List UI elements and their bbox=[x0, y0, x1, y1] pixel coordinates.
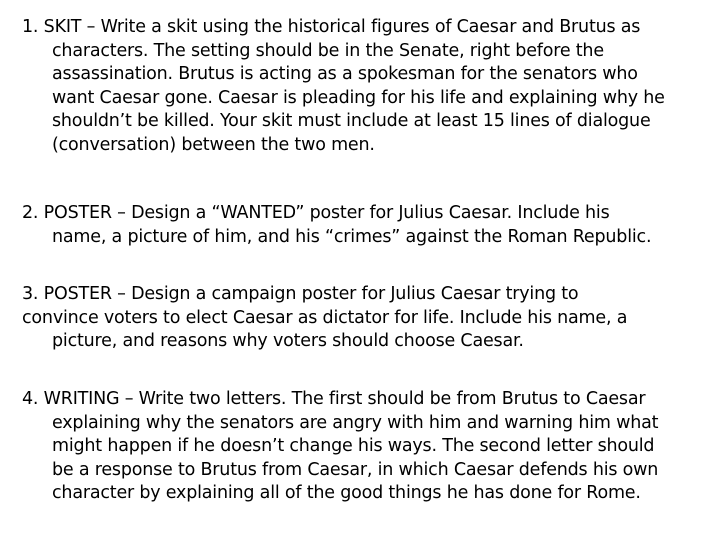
text-line: 3. POSTER – Design a campaign poster for Julius Caesar trying to bbox=[22, 284, 579, 304]
text-line: 1. SKIT – Write a skit using the historical figures of Caesar and Brutus as bbox=[22, 17, 641, 37]
text-line: characters. The setting should be in the Senate, right before the bbox=[52, 40, 604, 61]
text-line: (conversation) between the two men. bbox=[52, 134, 375, 155]
assignment-item-writing bbox=[22, 388, 702, 506]
text-line: be a response to Brutus from Caesar, in which Caesar defends his own bbox=[52, 459, 659, 480]
text-line: might happen if he doesn’t change his ways. The second letter should bbox=[52, 436, 655, 456]
text-line: assassination. Brutus is acting as a spokesman for the senators who bbox=[52, 64, 638, 84]
assignment-item-wanted-poster bbox=[22, 202, 702, 249]
assignment-item-skit bbox=[22, 16, 702, 157]
text-line: convince voters to elect Caesar as dictator for life. Include his name, a bbox=[22, 307, 628, 328]
text-line: shouldn’t be killed. Your skit must include at least 15 lines of dialogue bbox=[52, 111, 651, 131]
text-line: 2. POSTER – Design a “WANTED” poster for Julius Caesar. Include his bbox=[22, 203, 610, 223]
text-line: 4. WRITING – Write two letters. The first should be from Brutus to Caesar bbox=[22, 389, 646, 409]
text-line: picture, and reasons why voters should choose Caesar. bbox=[52, 331, 524, 351]
text-line: character by explaining all of the good things he has done for Rome. bbox=[52, 483, 641, 503]
text-line: explaining why the senators are angry with him and warning him what bbox=[52, 412, 659, 433]
text-line: name, a picture of him, and his “crimes” against the Roman Republic. bbox=[52, 226, 652, 247]
text-line: want Caesar gone. Caesar is pleading for his life and explaining why he bbox=[52, 87, 665, 108]
assignment-item-campaign-poster bbox=[22, 283, 702, 354]
